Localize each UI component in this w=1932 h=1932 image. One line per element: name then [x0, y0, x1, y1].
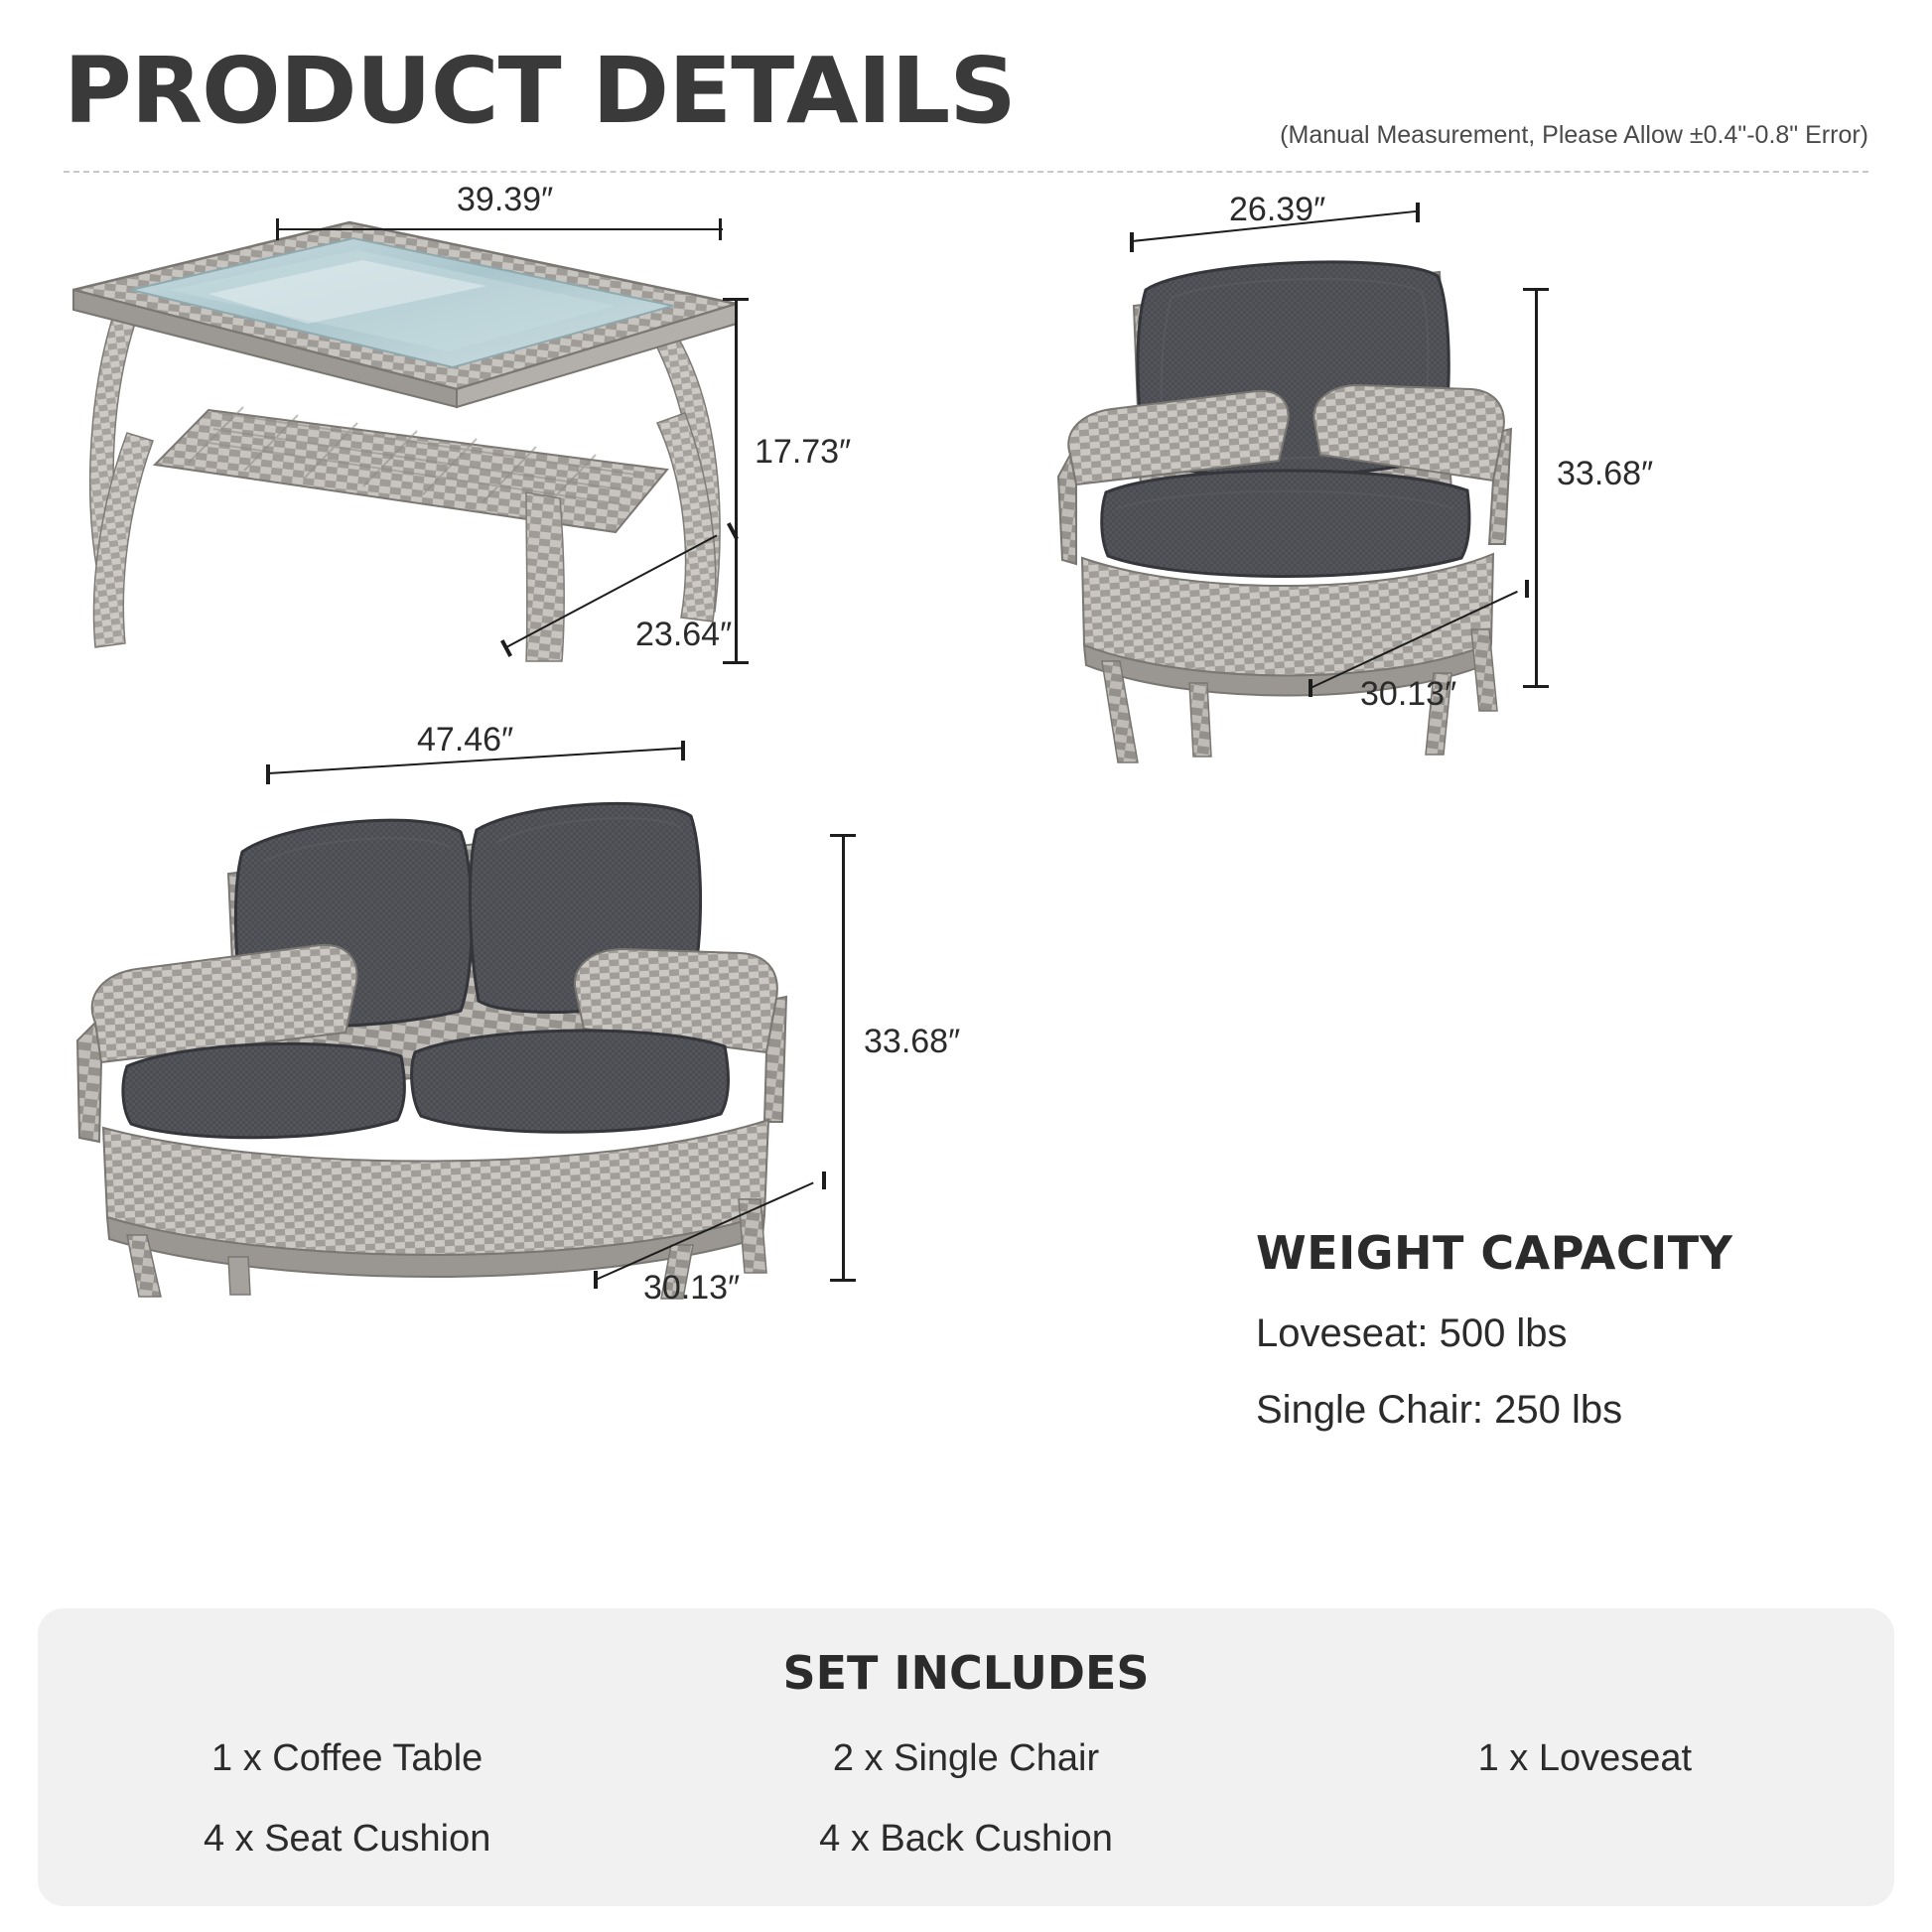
- loveseat-width-cap-left: [266, 764, 270, 784]
- header-divider: [64, 171, 1868, 173]
- set-includes-item: 4 x Seat Cushion: [203, 1818, 491, 1860]
- chair-height-label: 33.68″: [1557, 455, 1654, 492]
- loveseat-depth-label: 30.13″: [643, 1269, 741, 1307]
- chair-height-line: [1535, 290, 1538, 687]
- table-width-cap-left: [276, 218, 279, 240]
- table-depth-label: 23.64″: [635, 616, 733, 653]
- chair-width-label: 26.39″: [1229, 191, 1326, 228]
- measurement-note: (Manual Measurement, Please Allow ±0.4"-0.8" Error): [1280, 121, 1868, 149]
- header: [64, 38, 1868, 173]
- loveseat-depth-cap-right: [822, 1172, 826, 1189]
- loveseat-height-cap-top: [830, 834, 856, 837]
- set-includes-item: 1 x Coffee Table: [211, 1737, 483, 1779]
- set-includes-item: 1 x Loveseat: [1477, 1737, 1693, 1779]
- set-includes-item: 2 x Single Chair: [832, 1737, 1100, 1779]
- weight-capacity-title: WEIGHT CAPACITY: [1256, 1226, 1733, 1280]
- loveseat-height-label: 33.68″: [864, 1023, 961, 1060]
- table-height-cap-top: [723, 298, 749, 301]
- chair-width-cap-right: [1416, 203, 1420, 222]
- chair-depth-cap-right: [1525, 580, 1529, 598]
- table-height-line: [735, 300, 738, 663]
- chair-depth-label: 30.13″: [1360, 675, 1457, 713]
- set-includes-item: 4 x Back Cushion: [819, 1818, 1113, 1860]
- single-chair-figure: [1023, 191, 1847, 770]
- chair-height-cap-bottom: [1523, 685, 1549, 688]
- loveseat-figure: [40, 721, 961, 1307]
- weight-capacity-loveseat: Loveseat: 500 lbs: [1256, 1311, 1568, 1355]
- chair-width-cap-left: [1130, 232, 1134, 252]
- set-includes-item: [1276, 1818, 1894, 1861]
- chair-depth-cap-left: [1309, 679, 1312, 697]
- set-includes-title: SET INCLUDES: [782, 1646, 1150, 1700]
- weight-capacity-single-chair: Single Chair: 250 lbs: [1256, 1388, 1623, 1432]
- loveseat-height-cap-bottom: [830, 1279, 856, 1282]
- loveseat-height-line: [842, 836, 845, 1281]
- set-includes-grid: [38, 1737, 1894, 1861]
- weight-capacity-block: [1256, 1226, 1871, 1433]
- loveseat-width-label: 47.46″: [417, 721, 514, 759]
- loveseat-width-cap-right: [681, 741, 685, 760]
- set-includes-panel: [38, 1608, 1894, 1906]
- table-width-label: 39.39″: [457, 181, 554, 218]
- loveseat-illustration: [40, 725, 933, 1301]
- chair-height-cap-top: [1523, 288, 1549, 291]
- table-width-cap-right: [719, 218, 722, 240]
- coffee-table-figure: [60, 181, 884, 711]
- table-width-line: [278, 228, 723, 230]
- table-height-label: 17.73″: [755, 433, 852, 471]
- table-height-cap-bottom: [723, 661, 749, 664]
- page-title: PRODUCT DETAILS: [64, 38, 1016, 144]
- loveseat-depth-cap-left: [594, 1271, 598, 1289]
